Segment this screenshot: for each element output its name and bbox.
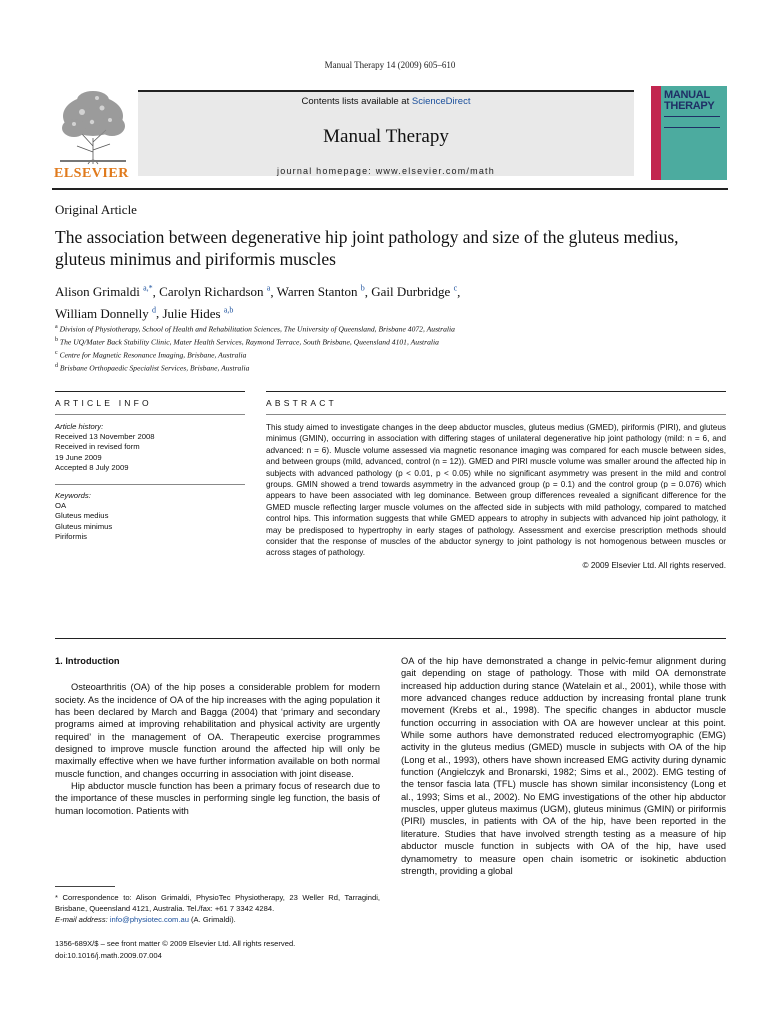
introduction-heading: 1. Introduction	[55, 656, 120, 666]
body-paragraph: Hip abductor muscle function has been a primary focus of research due to the importance of these muscles in performing single leg function, the basis of human locomotion. Patients with	[55, 781, 380, 816]
affiliation: $^c$ Centre for Magnetic Resonance Imaging, Brisbane, Australia	[55, 350, 247, 360]
history-line: Received in revised form	[55, 442, 140, 452]
author-2[interactable]: Carolyn Richardson $^a$	[159, 284, 271, 300]
abstract-copyright: © 2009 Elsevier Ltd. All rights reserved.	[582, 560, 726, 570]
history-line: 19 June 2009	[55, 452, 102, 462]
contents-line	[138, 96, 634, 107]
author-4[interactable]: Gail Durbridge $^c$	[371, 284, 458, 300]
body-left-column	[55, 655, 380, 817]
cover-title-line1: MANUAL	[664, 89, 710, 101]
journal-cover	[651, 86, 727, 180]
journal-masthead	[52, 86, 728, 180]
issn-line: 1356-689X/$ – see front matter © 2009 Elsevier Ltd. All rights reserved.	[55, 939, 296, 948]
history-heading: Article history:	[55, 422, 104, 431]
body-paragraph: Osteoarthritis (OA) of the hip poses a considerable problem for modern society. As the incidence of OA of the hip increases with the aging population it has been declared by March and Bagga (2004) that ‘primary and secondary programs aimed at improving rehabilitation and physical activity are urgently required’ in the management of OA. Therapeutic exercise programmes designed to improve muscle function around the affected hip will only be maximally effective when we have further information available on both normal muscle function, and changes occurring in association with joint disease.	[55, 682, 380, 779]
contents-prefix: Contents lists available at	[301, 96, 412, 107]
keyword: OA	[55, 501, 67, 511]
keyword: Piriformis	[55, 531, 88, 541]
author-list: Alison Grimaldi $^{a,*}$, Carolyn Richardson $^a$, Warren Stanton $^b$, Gail Durbridge $^c$, William Donnelly $^d$, Julie Hides $^{a,b}$	[55, 284, 461, 321]
body-paragraph: OA of the hip have demonstrated a change in pelvic-femur alignment during gait depending on stage of pathology. Those with mild OA demonstrate increased hip adduction during stance (Watelain et al., 2001), while those with more advanced changes reduce adduction by increasing frontal plane trunk movement (Krebs et al., 1998). The specific changes in abductor muscle function occurring in association with OA are however unclear at this point. While some authors have demonstrated reduced electromyographic (EMG) activity in the gluteus medius (GMED) muscle in subjects with OA of the hip (Long et al., 1993), others have shown increased EMG activity during dynamic function (Angielczyk and Bronarski, 1982; Sims et al., 2002). EMG testing of the tensor fascia lata (TFL) muscle has shown similar inconsistency (Long et al., 1993; Sims et al., 2002). No EMG investigations of the other hip abductor muscles, upper gluteus maximus (UGM), gluteus minimus (GMIN) or piriformis (PIRI) muscles, in patients with OA of the hip, have been reported in the literature. Studies that have involved strength testing as a measure of hip abductor muscle function in subjects with OA of the hip, have used dynamometry to measure open chain isometric or isokinetic abduction strength, providing a global	[401, 656, 726, 876]
sciencedirect-link[interactable]: ScienceDirect	[411, 96, 471, 107]
journal-name: Manual Therapy	[323, 126, 449, 147]
journal-homepage[interactable]: journal homepage: www.elsevier.com/math	[277, 166, 495, 176]
affiliation: $^a$ Division of Physiotherapy, School of Health and Rehabilitation Sciences, The University of Queensland, Brisbane 4072, Australia	[55, 324, 455, 334]
keywords-rule	[55, 484, 245, 485]
affiliations	[55, 322, 715, 374]
body-right-column	[401, 655, 726, 877]
info-top-rule	[55, 391, 245, 392]
footnote-rule	[55, 886, 115, 887]
masthead-box	[138, 90, 634, 176]
author-6[interactable]: Julie Hides $^{a,b}$	[162, 305, 234, 321]
masthead-rule	[52, 188, 728, 190]
issn-doi	[55, 938, 295, 961]
cover-title	[664, 90, 714, 112]
abstract-text: This study aimed to investigate changes in the deep abductor muscles, gluteus medius (GMED), piriformis (PIRI), and gluteus minimus (GMIN), occurring in association with differing stages of unilateral degenerative hip joint pathology (mild: n = 6, and advanced: n = 6). Muscle volume assessed via magnetic resonance imaging was compared for each muscle between sides, and between groups (mild, advanced, control (n = 12)). GMED and PIRI muscle volume was smaller around the affected hip in subjects with advanced pathology (p < 0.01, p < 0.05) while no significant asymmetry was present in the mild and control groups. GMIN showed a trend towards asymmetry in the advanced group (p = 0.1) and the control group (p = 0.076) which appears to have been associated with leg dominance. Between group differences revealed a significant difference for the GMED muscle reflecting larger muscle volumes on the affected side in subjects with mild pathology, compared to matched control hips. This information suggests that while GMED appears to atrophy in subjects with advanced hip joint pathology, it may be predisposed to hypertrophy in early stages of pathology. Assessment and exercise prescription methods should consider that the response of muscles of the abductor synergy to joint pathology is not homogenous between muscles or across stages of pathology.	[266, 423, 726, 558]
keyword: Gluteus minimus	[55, 521, 113, 531]
article-type: Original Article	[55, 202, 137, 217]
keywords-heading: Keywords:	[55, 491, 91, 500]
author-1[interactable]: Alison Grimaldi $^{a,*}$	[55, 284, 153, 300]
running-head: Manual Therapy 14 (2009) 605–610	[324, 60, 456, 70]
email-link[interactable]: info@physiotec.com.au	[109, 915, 189, 924]
abstract-heading: ABSTRACT	[266, 398, 337, 408]
author-5[interactable]: William Donnelly $^d$	[55, 305, 156, 321]
abstract	[266, 422, 726, 571]
info-mid-rule	[55, 414, 245, 415]
article-history	[55, 422, 245, 473]
abstract-top-rule	[266, 391, 726, 392]
cover-rule	[664, 116, 720, 128]
abstract-mid-rule	[266, 414, 726, 415]
affiliation: $^b$ The UQ/Mater Back Stability Clinic, Mater Health Services, Raymond Terrace, South Brisbane, Queensland 4101, Australia	[55, 337, 439, 347]
cover-strip	[651, 86, 661, 180]
abstract-bottom-rule	[55, 638, 726, 639]
article-title: The association between degenerative hip joint pathology and size of the gluteus medius, gluteus minimus and piriformis muscles	[55, 227, 679, 269]
history-line: Received 13 November 2008	[55, 432, 155, 442]
affiliation: $^d$ Brisbane Orthopaedic Specialist Services, Brisbane, Australia	[55, 363, 250, 373]
article-info-heading: ARTICLE INFO	[55, 398, 152, 408]
author-3[interactable]: Warren Stanton $^b$	[276, 284, 365, 300]
email-line: E-mail address: info@physiotec.com.au (A. Grimaldi).	[55, 915, 236, 924]
doi-line[interactable]: doi:10.1016/j.math.2009.07.004	[55, 950, 162, 960]
elsevier-wordmark: ELSEVIER	[54, 166, 129, 181]
correspondence-text: * Correspondence to: Alison Grimaldi, PhysioTec Physiotherapy, 23 Weller Rd, Tarragindi, Brisbane, Queensland 4121, Australia. Tel./fax: +61 7 3342 4284.	[55, 893, 380, 913]
keywords	[55, 491, 245, 542]
history-line: Accepted 8 July 2009	[55, 462, 129, 472]
cover-title-line2: THERAPY	[664, 100, 715, 112]
correspondence-footnote	[55, 892, 380, 925]
keyword: Gluteus medius	[55, 511, 109, 521]
